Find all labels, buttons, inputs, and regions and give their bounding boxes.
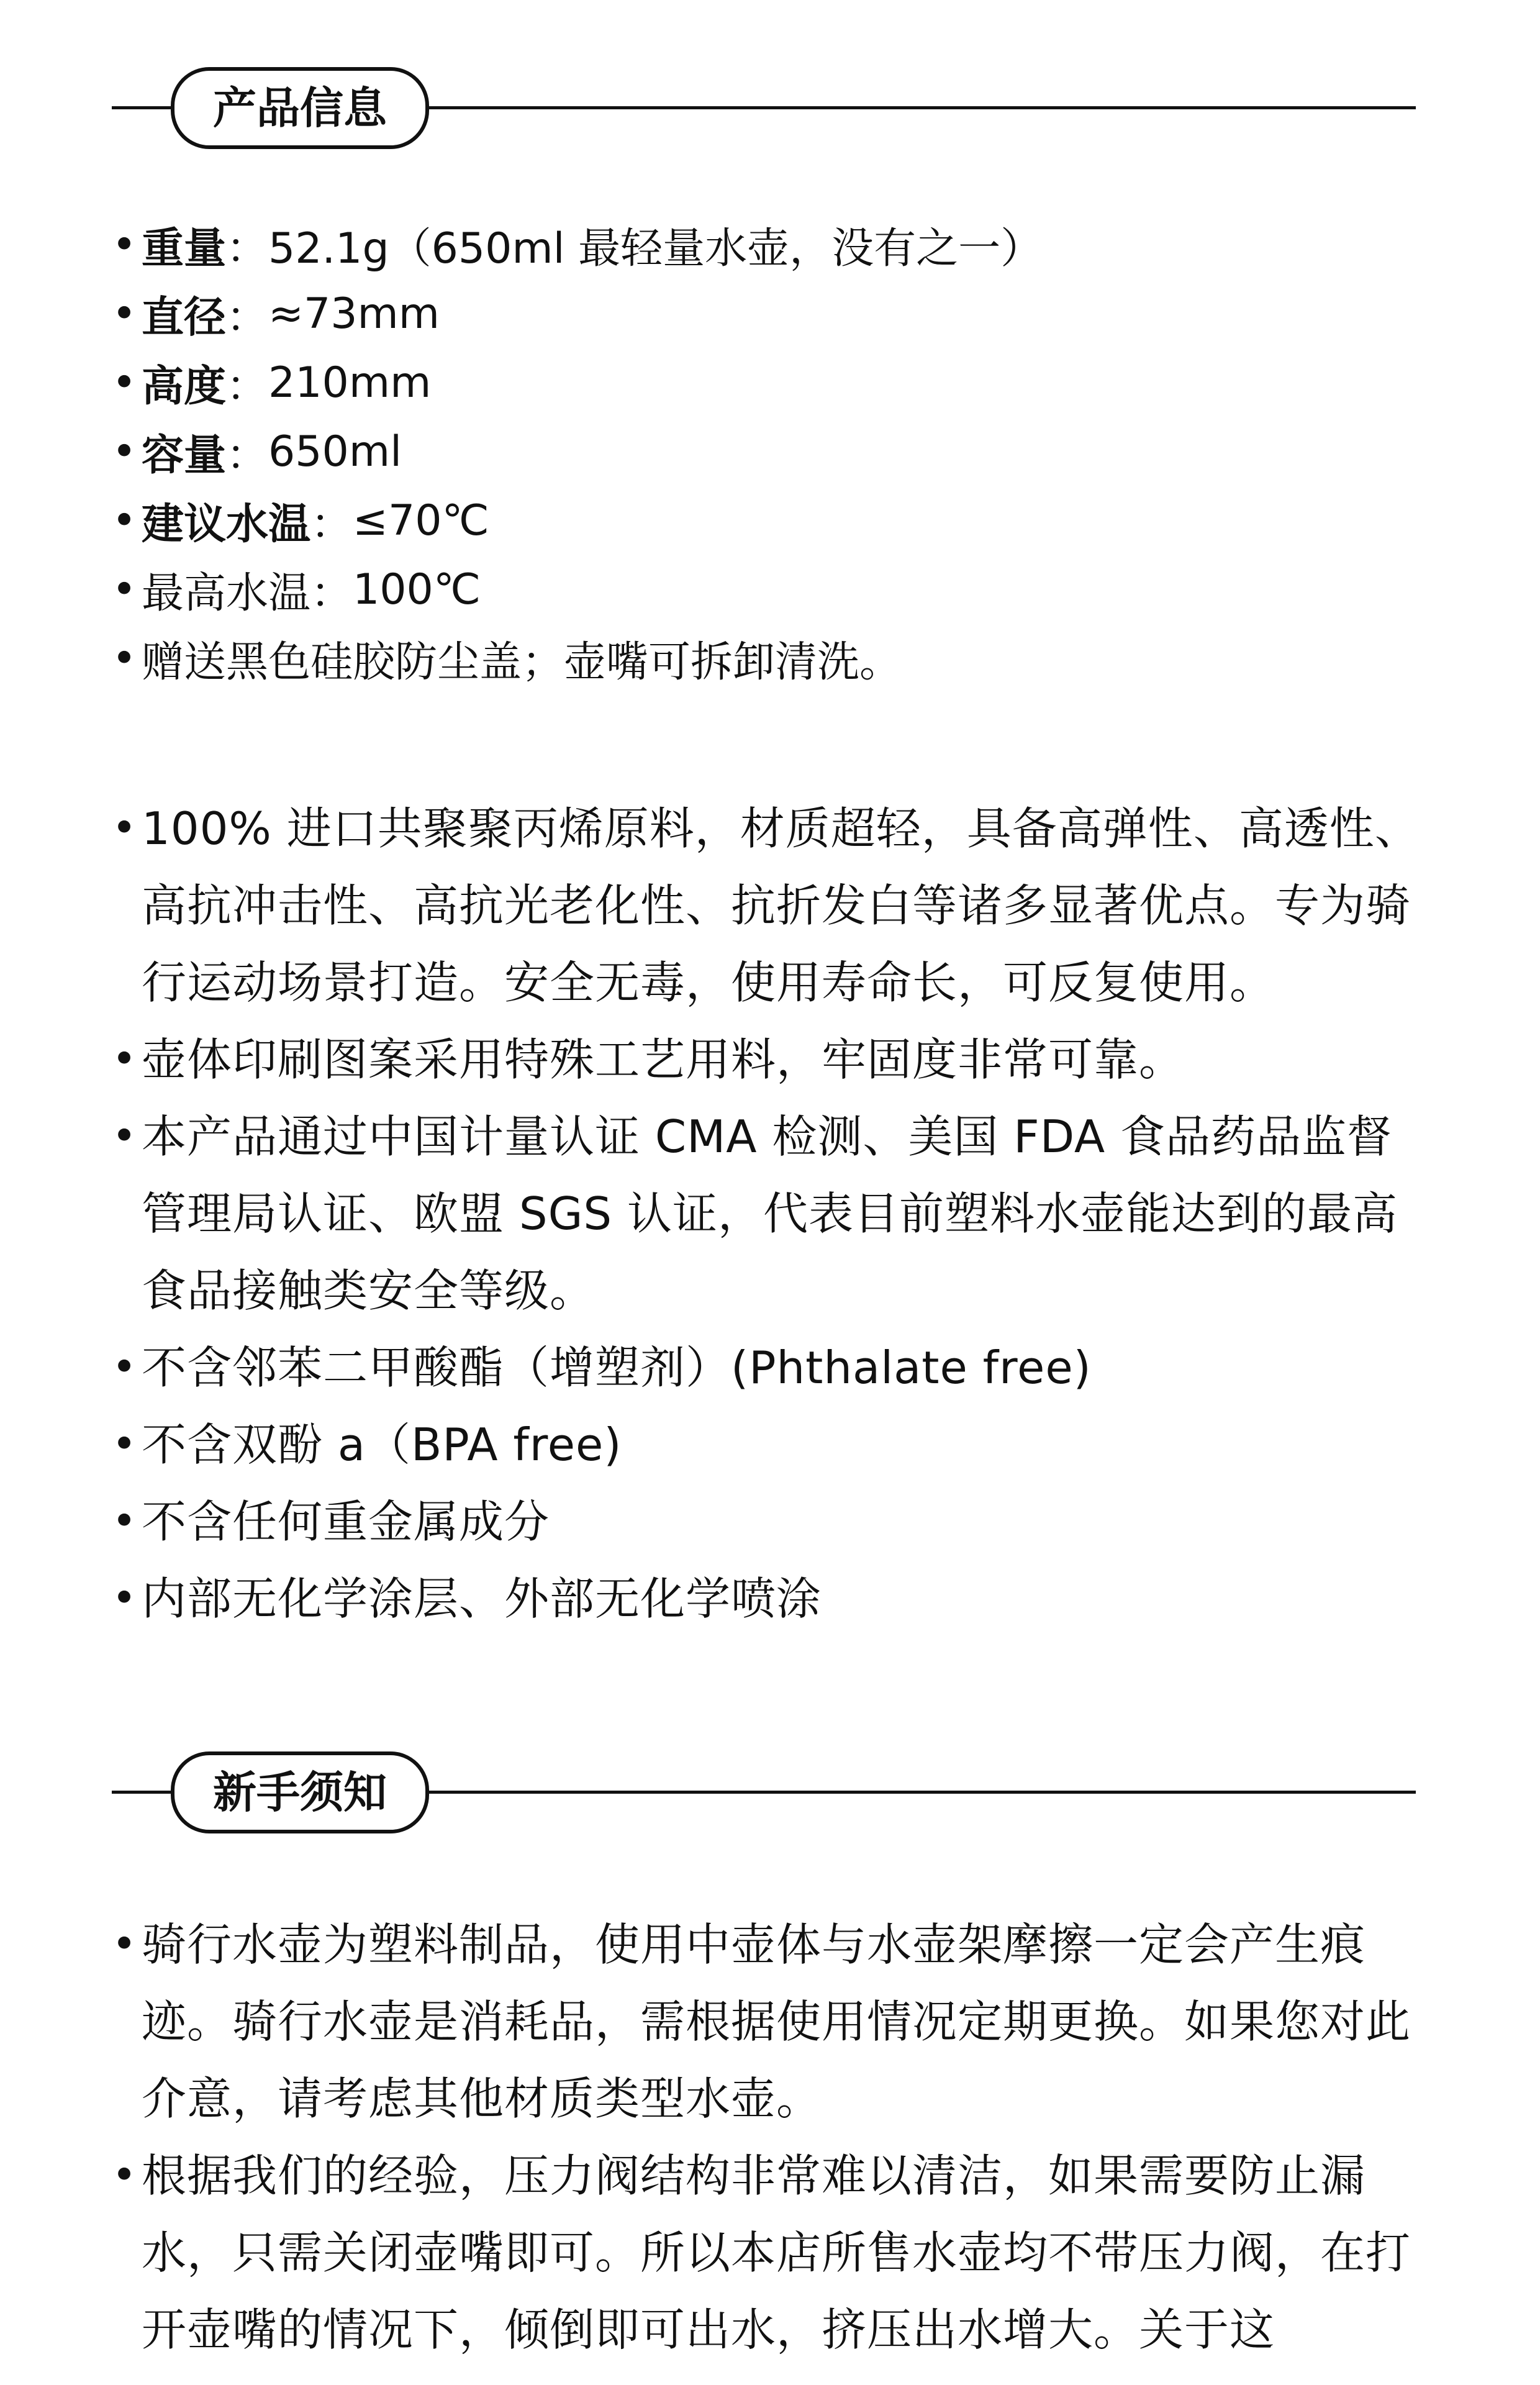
spec-item-accessory [112, 624, 1428, 693]
feature-text: 不含双酚 a（BPA free) [142, 1419, 622, 1471]
bullet: • [112, 220, 137, 270]
note-item [112, 2137, 1428, 2368]
bullet: • [112, 1112, 138, 1161]
spec-label: 高度 [142, 362, 227, 411]
bullet: • [112, 1920, 138, 1969]
bullet: • [112, 496, 137, 545]
bullet: • [112, 565, 137, 614]
bullet: • [112, 2151, 138, 2200]
bullet: • [112, 1420, 138, 1469]
spec-list [112, 211, 1428, 693]
spec-label: 直径 [142, 293, 227, 342]
feature-list [112, 790, 1428, 1637]
note-text: 骑行水壶为塑料制品，使用中壶体与水壶架摩擦一定会产生痕迹。骑行水壶是消耗品，需根据使用情况定期更换。如果您对此介意，请考虑其他材质类型水壶。 [142, 1919, 1411, 2125]
spec-label: 建议水温 [142, 500, 311, 549]
feature-item [112, 1560, 1428, 1637]
spec-separator: ： [310, 569, 353, 618]
feature-item [112, 790, 1428, 1021]
bullet: • [112, 1497, 138, 1546]
bullet: • [112, 1343, 138, 1392]
bullet: • [112, 289, 137, 338]
notes-list [112, 1906, 1428, 2368]
spec-separator: ： [226, 431, 269, 480]
note-text: 根据我们的经验，压力阀结构非常难以清洁，如果需要防止漏水，只需关闭壶嘴即可。所以本店所售水壶均不带压力阀，在打开壶嘴的情况下，倾倒即可出水，挤压出水增大。关于这 [142, 2150, 1411, 2356]
note-item [112, 1906, 1428, 2137]
bullet: • [112, 804, 138, 853]
spec-separator: ： [310, 500, 353, 549]
feature-item [112, 1483, 1428, 1560]
spec-value: ≈73mm [268, 289, 440, 338]
spec-item-max-temp [112, 555, 1428, 624]
spec-value: 52.1g（650ml 最轻量水壶，没有之一） [268, 224, 1043, 273]
feature-text: 壶体印刷图案采用特殊工艺用料，牢固度非常可靠。 [142, 1034, 1185, 1086]
feature-item [112, 1329, 1428, 1406]
spec-label: 赠送黑色硅胶防尘盖；壶嘴可拆卸清洗。 [142, 638, 902, 687]
bullet: • [112, 427, 137, 476]
feature-text: 内部无化学涂层、外部无化学喷涂 [142, 1573, 822, 1625]
spec-item-capacity [112, 417, 1428, 486]
feature-item [112, 1021, 1428, 1098]
spec-value: 650ml [268, 427, 402, 476]
spec-separator: ： [226, 293, 269, 342]
feature-item [112, 1406, 1428, 1483]
bullet: • [112, 1574, 138, 1623]
spec-label: 重量 [142, 224, 227, 273]
feature-text: 不含邻苯二甲酸酯（增塑剂）(Phthalate free) [142, 1342, 1092, 1394]
spec-value: 100℃ [353, 565, 481, 614]
section-title: 新手须知 [171, 1751, 429, 1833]
spec-separator: ： [226, 362, 269, 411]
spec-item-recommended-temp [112, 486, 1428, 555]
spec-item-height [112, 348, 1428, 417]
spec-item-diameter [112, 279, 1428, 348]
spec-label: 容量 [142, 431, 227, 480]
spec-label: 最高水温 [142, 569, 311, 618]
spec-item-weight [112, 211, 1428, 279]
feature-text: 本产品通过中国计量认证 CMA 检测、美国 FDA 食品药品监督管理局认证、欧盟 SGS 认证，代表目前塑料水壶能达到的最高食品接触类安全等级。 [142, 1111, 1398, 1317]
section-title: 产品信息 [171, 67, 429, 149]
feature-item [112, 1098, 1428, 1329]
spec-separator: ： [226, 224, 269, 273]
bullet: • [112, 358, 137, 407]
feature-text: 不含任何重金属成分 [142, 1496, 550, 1548]
feature-text: 100% 进口共聚聚丙烯原料，材质超轻，具备高弹性、高透性、高抗冲击性、高抗光老化性、抗折发白等诸多显著优点。专为骑行运动场景打造。安全无毒，使用寿命长，可反复使用。 [142, 802, 1420, 1009]
bullet: • [112, 634, 137, 683]
section-header-product-info [112, 67, 1416, 148]
section-header-beginner-notes [112, 1751, 1416, 1832]
spec-value: ≤70℃ [353, 496, 489, 545]
spec-value: 210mm [268, 358, 432, 407]
bullet: • [112, 1035, 138, 1084]
